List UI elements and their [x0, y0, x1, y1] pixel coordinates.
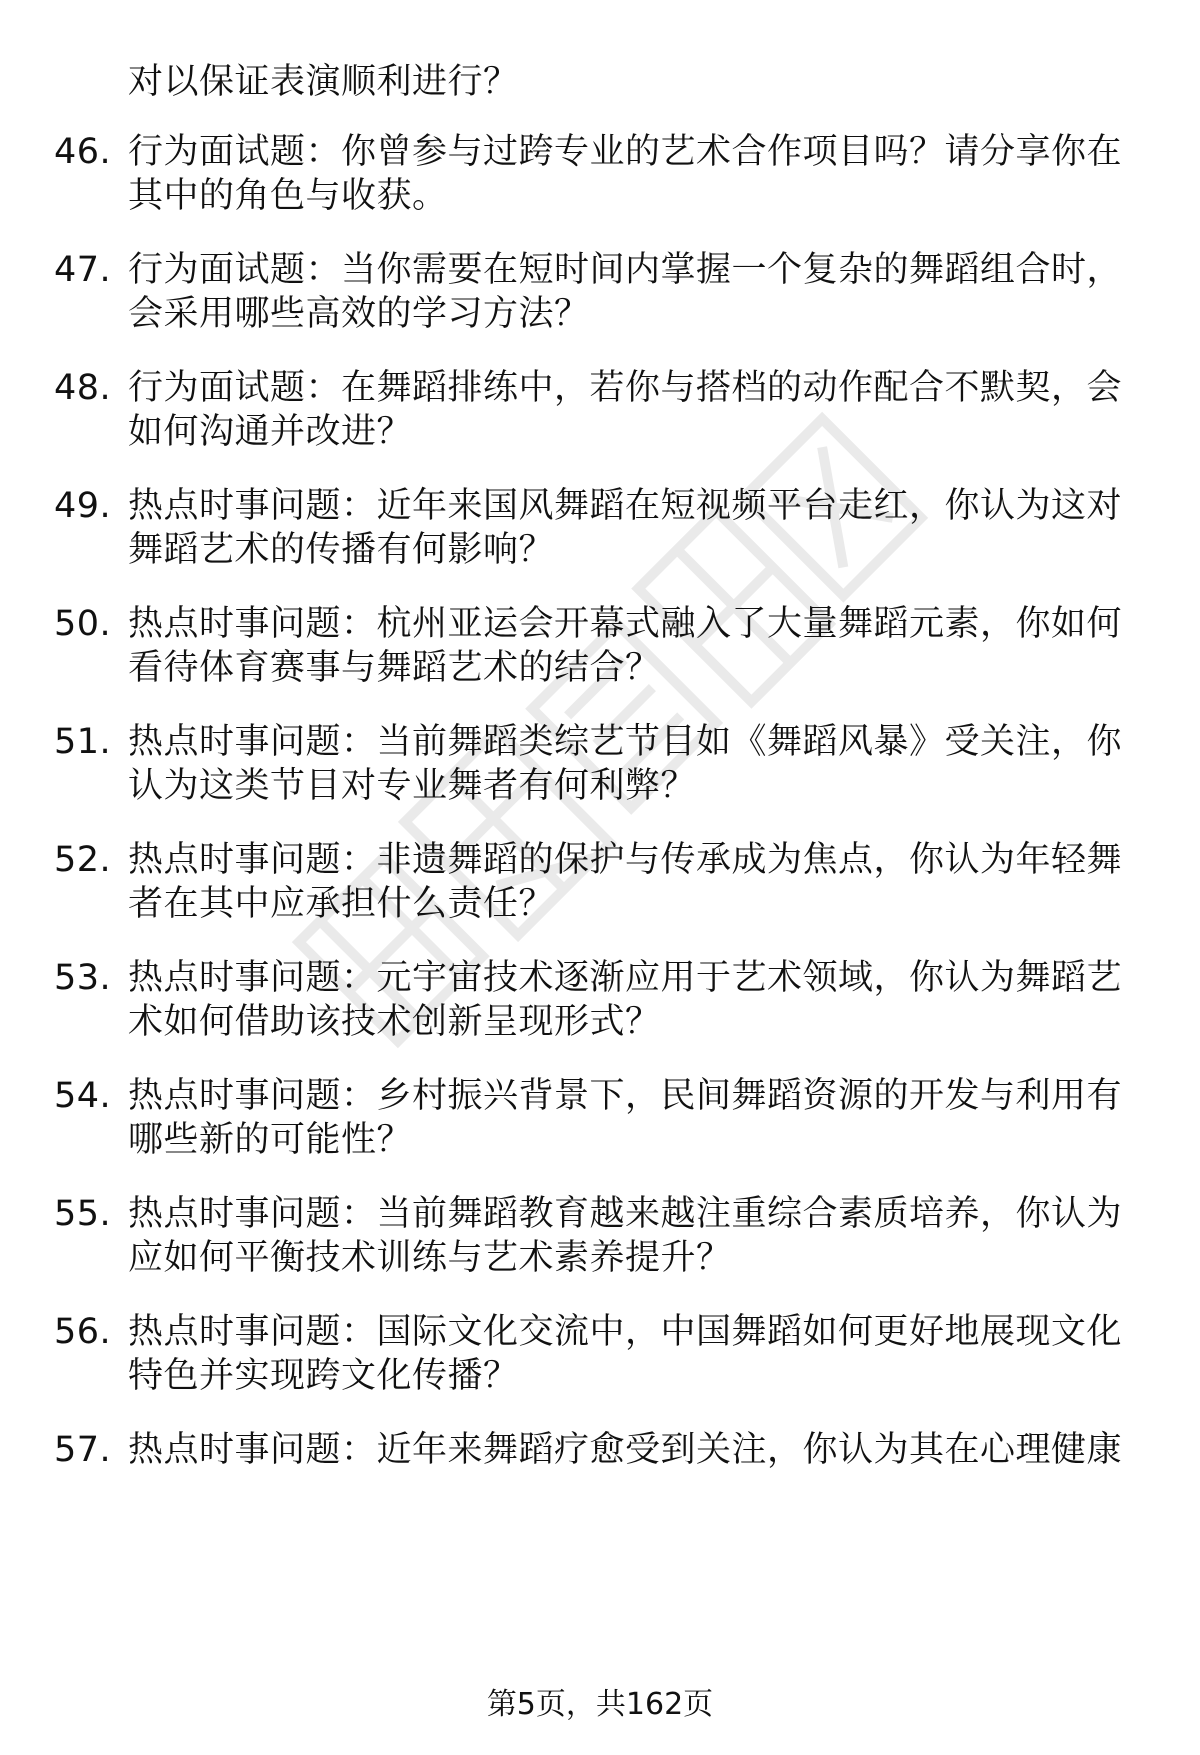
question-continuation: 对以保证表演顺利进行？: [128, 62, 519, 102]
question-text: 特色并实现跨文化传播？: [128, 1356, 519, 1396]
question-text: 热点时事问题：国际文化交流中，中国舞蹈如何更好地展现文化: [128, 1312, 1123, 1352]
question-text: 术如何借助该技术创新呈现形式？: [128, 1002, 661, 1042]
question-text: 热点时事问题：杭州亚运会开幕式融入了大量舞蹈元素，你如何: [128, 604, 1123, 644]
question-number: 51.: [54, 722, 112, 762]
question-text: 热点时事问题：当前舞蹈教育越来越注重综合素质培养，你认为: [128, 1194, 1123, 1234]
question-number: 47.: [54, 250, 112, 290]
question-text: 热点时事问题：乡村振兴背景下，民间舞蹈资源的开发与利用有: [128, 1076, 1123, 1116]
question-text: 行为面试题：当你需要在短时间内掌握一个复杂的舞蹈组合时，: [128, 250, 1123, 290]
question-text: 哪些新的可能性？: [128, 1120, 413, 1160]
question-text: 其中的角色与收获。: [128, 176, 448, 216]
question-text: 应如何平衡技术训练与艺术素养提升？: [128, 1238, 732, 1278]
question-number: 48.: [54, 368, 112, 408]
question-number: 56.: [54, 1312, 112, 1352]
question-text: 行为面试题：你曾参与过跨专业的艺术合作项目吗？请分享你在: [128, 132, 1123, 172]
page-footer: 第5页，共162页: [486, 1687, 714, 1722]
question-text: 者在其中应承担什么责任？: [128, 884, 555, 924]
question-text: 热点时事问题：元宇宙技术逐渐应用于艺术领域，你认为舞蹈艺: [128, 958, 1123, 998]
question-text: 热点时事问题：近年来国风舞蹈在短视频平台走红，你认为这对: [128, 486, 1123, 526]
question-text: 热点时事问题：近年来舞蹈疗愈受到关注，你认为其在心理健康: [128, 1430, 1123, 1470]
question-number: 57.: [54, 1430, 112, 1470]
question-number: 52.: [54, 840, 112, 880]
question-number: 53.: [54, 958, 112, 998]
question-text: 如何沟通并改进？: [128, 412, 413, 452]
question-text: 会采用哪些高效的学习方法？: [128, 294, 590, 334]
question-text: 舞蹈艺术的传播有何影响？: [128, 530, 555, 570]
question-number: 55.: [54, 1194, 112, 1234]
question-number: 49.: [54, 486, 112, 526]
question-text: 认为这类节目对专业舞者有何利弊？: [128, 766, 697, 806]
question-text: 看待体育赛事与舞蹈艺术的结合？: [128, 648, 661, 688]
question-text: 热点时事问题：当前舞蹈类综艺节目如《舞蹈风暴》受关注，你: [128, 722, 1123, 762]
question-text: 热点时事问题：非遗舞蹈的保护与传承成为焦点，你认为年轻舞: [128, 840, 1123, 880]
question-number: 54.: [54, 1076, 112, 1116]
question-text: 行为面试题：在舞蹈排练中，若你与搭档的动作配合不默契，会: [128, 368, 1123, 408]
question-number: 50.: [54, 604, 112, 644]
question-number: 46.: [54, 132, 112, 172]
